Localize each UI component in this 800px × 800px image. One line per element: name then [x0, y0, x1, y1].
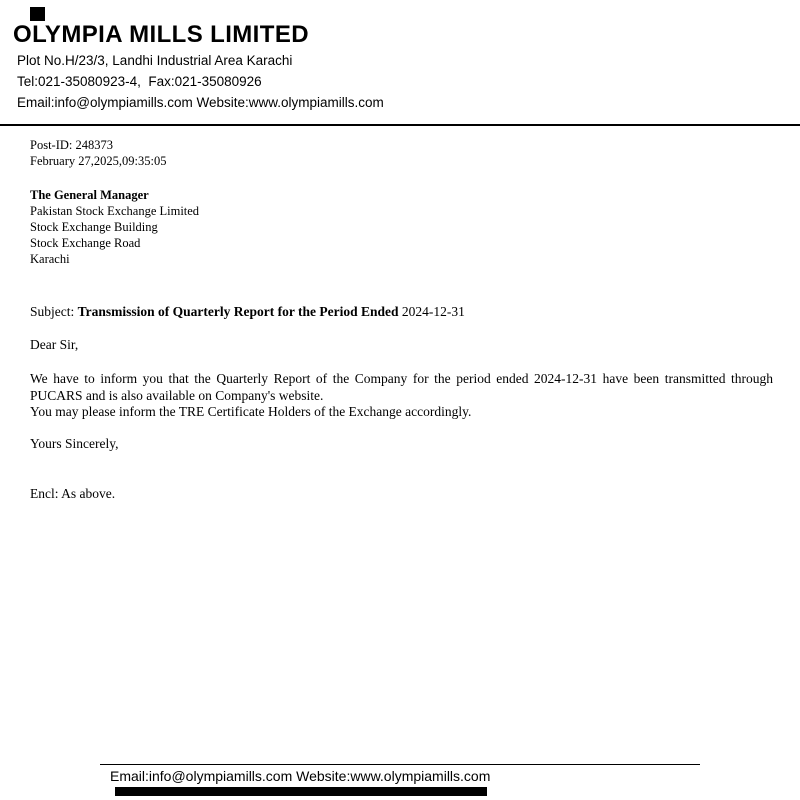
letter-footer — [0, 764, 800, 796]
post-id: Post-ID: 248373 — [30, 138, 113, 153]
footer-email-website: Email:info@olympiamills.com Website:www.olympiamills.com — [110, 768, 491, 784]
company-address: Plot No.H/23/3, Landhi Industrial Area Karachi — [17, 53, 293, 69]
letter-datetime: February 27,2025,09:35:05 — [30, 154, 167, 169]
letterhead — [0, 0, 800, 126]
letterhead-contact-info — [17, 51, 800, 114]
body-paragraph-1: We have to inform you that the Quarterly Report of the Company for the period ended 2024-12-31 have been transmitted through PUCARS and is also available on Company's website. — [30, 371, 773, 403]
footer-black-bar — [115, 787, 487, 796]
closing: Yours Sincerely, — [30, 435, 119, 451]
company-email-website: Email:info@olympiamills.com Website:www.olympiamills.com — [17, 95, 384, 111]
header-divider — [0, 124, 800, 126]
enclosure-note: Encl: As above. — [30, 485, 116, 501]
letter-meta — [30, 137, 773, 169]
body-paragraph-2: You may please inform the TRE Certificate Holders of the Exchange accordingly. — [30, 404, 472, 420]
salutation: Dear Sir, — [30, 337, 79, 353]
company-name: OLYMPIA MILLS LIMITED — [13, 21, 309, 48]
subject-line — [30, 304, 773, 320]
recipient-line: Pakistan Stock Exchange Limited — [30, 204, 200, 219]
recipient-line: Stock Exchange Building — [30, 220, 158, 235]
letter-content — [30, 137, 773, 502]
recipient-block — [30, 187, 773, 267]
logo-square-icon — [30, 7, 45, 21]
company-phone-fax: Tel:021-35080923-4, Fax:021-35080926 — [17, 74, 262, 90]
footer-divider — [100, 764, 700, 765]
subject-date: 2024-12-31 — [398, 304, 465, 320]
recipient-title: The General Manager — [30, 188, 149, 203]
recipient-line: Stock Exchange Road — [30, 236, 141, 251]
subject-title: Transmission of Quarterly Report for the Period Ended — [77, 304, 399, 320]
recipient-line: Karachi — [30, 252, 70, 267]
subject-label: Subject: — [30, 304, 78, 320]
